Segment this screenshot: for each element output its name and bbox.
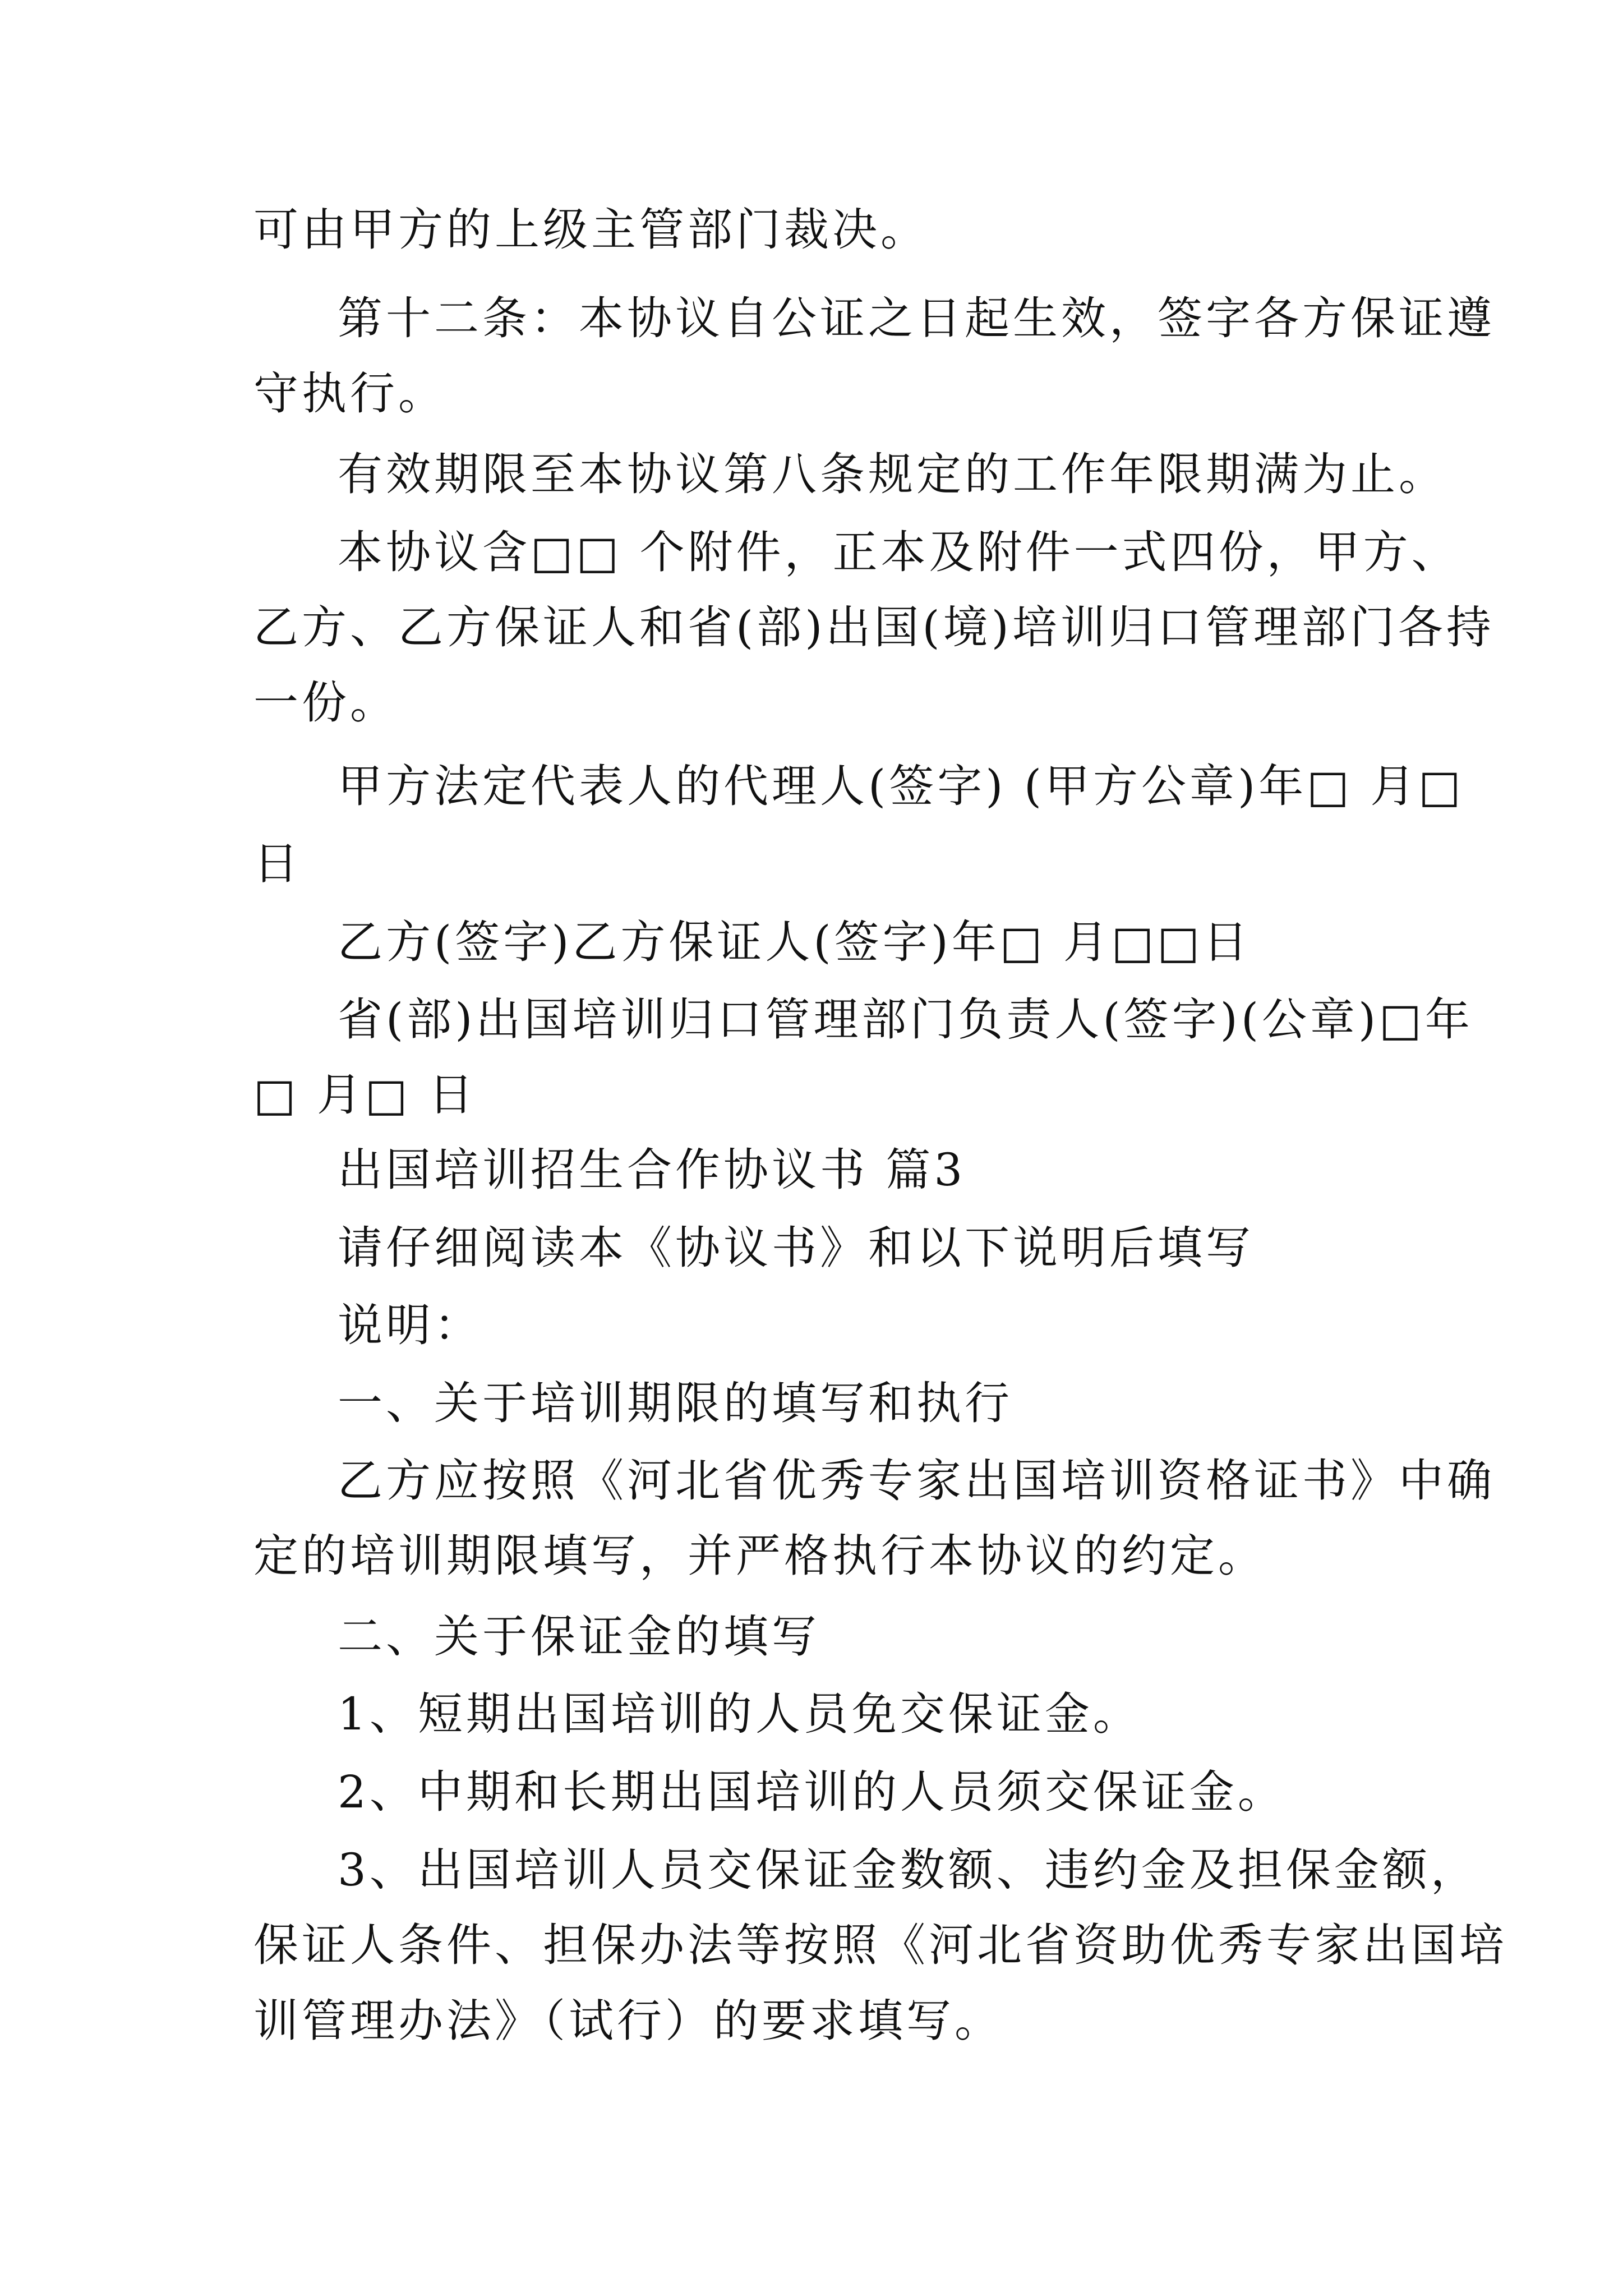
text-line: 说明： xyxy=(338,1299,482,1351)
text-line: 一、关于培训期限的填写和执行 xyxy=(338,1377,1013,1429)
text-line: 保证人条件、担保办法等按照《河北省资助优秀专家出国培 xyxy=(253,1919,1507,1971)
text-line: 有效期限至本协议第八条规定的工作年限期满为止。 xyxy=(338,448,1447,500)
text-line: 乙方、乙方保证人和省(部)出国(境)培训归口管理部门各持 xyxy=(253,601,1495,654)
text-line: 甲方法定代表人的代理人(签字) (甲方公章)年□ 月□ xyxy=(338,760,1464,812)
text-line: 省(部)出国培训归口管理部门负责人(签字)(公章)□年 xyxy=(338,993,1473,1046)
text-line: 一份。 xyxy=(253,677,398,729)
text-line: 乙方应按照《河北省优秀专家出国培训资格证书》中确 xyxy=(338,1455,1495,1507)
text-line: 3、出国培训人员交保证金数额、违约金及担保金额， xyxy=(338,1844,1479,1896)
text-line: 守执行。 xyxy=(253,367,446,420)
text-line: 二、关于保证金的填写 xyxy=(338,1611,820,1663)
text-line: 乙方(签字)乙方保证人(签字)年□ 月□□日 xyxy=(338,916,1252,968)
text-line: 日 xyxy=(253,838,302,890)
text-line: 本协议含□□ 个附件，正本及附件一式四份，甲方、 xyxy=(338,526,1460,578)
text-line: 1、短期出国培训的人员免交保证金。 xyxy=(338,1688,1141,1740)
text-line: 训管理办法》（试行）的要求填写。 xyxy=(253,1995,1003,2047)
text-line: 请仔细阅读本《协议书》和以下说明后填写 xyxy=(338,1222,1254,1274)
text-line: 可由甲方的上级主管部门裁决。 xyxy=(253,204,929,256)
text-line: 2、中期和长期出国培训的人员须交保证金。 xyxy=(338,1766,1286,1818)
text-line: 定的培训期限填写，并严格执行本协议的约定。 xyxy=(253,1530,1266,1582)
text-line: □ 月□ 日 xyxy=(253,1069,477,1121)
section-heading: 出国培训招生合作协议书 篇3 xyxy=(338,1144,966,1196)
text-line: 第十二条：本协议自公证之日起生效，签字各方保证遵 xyxy=(338,292,1495,344)
